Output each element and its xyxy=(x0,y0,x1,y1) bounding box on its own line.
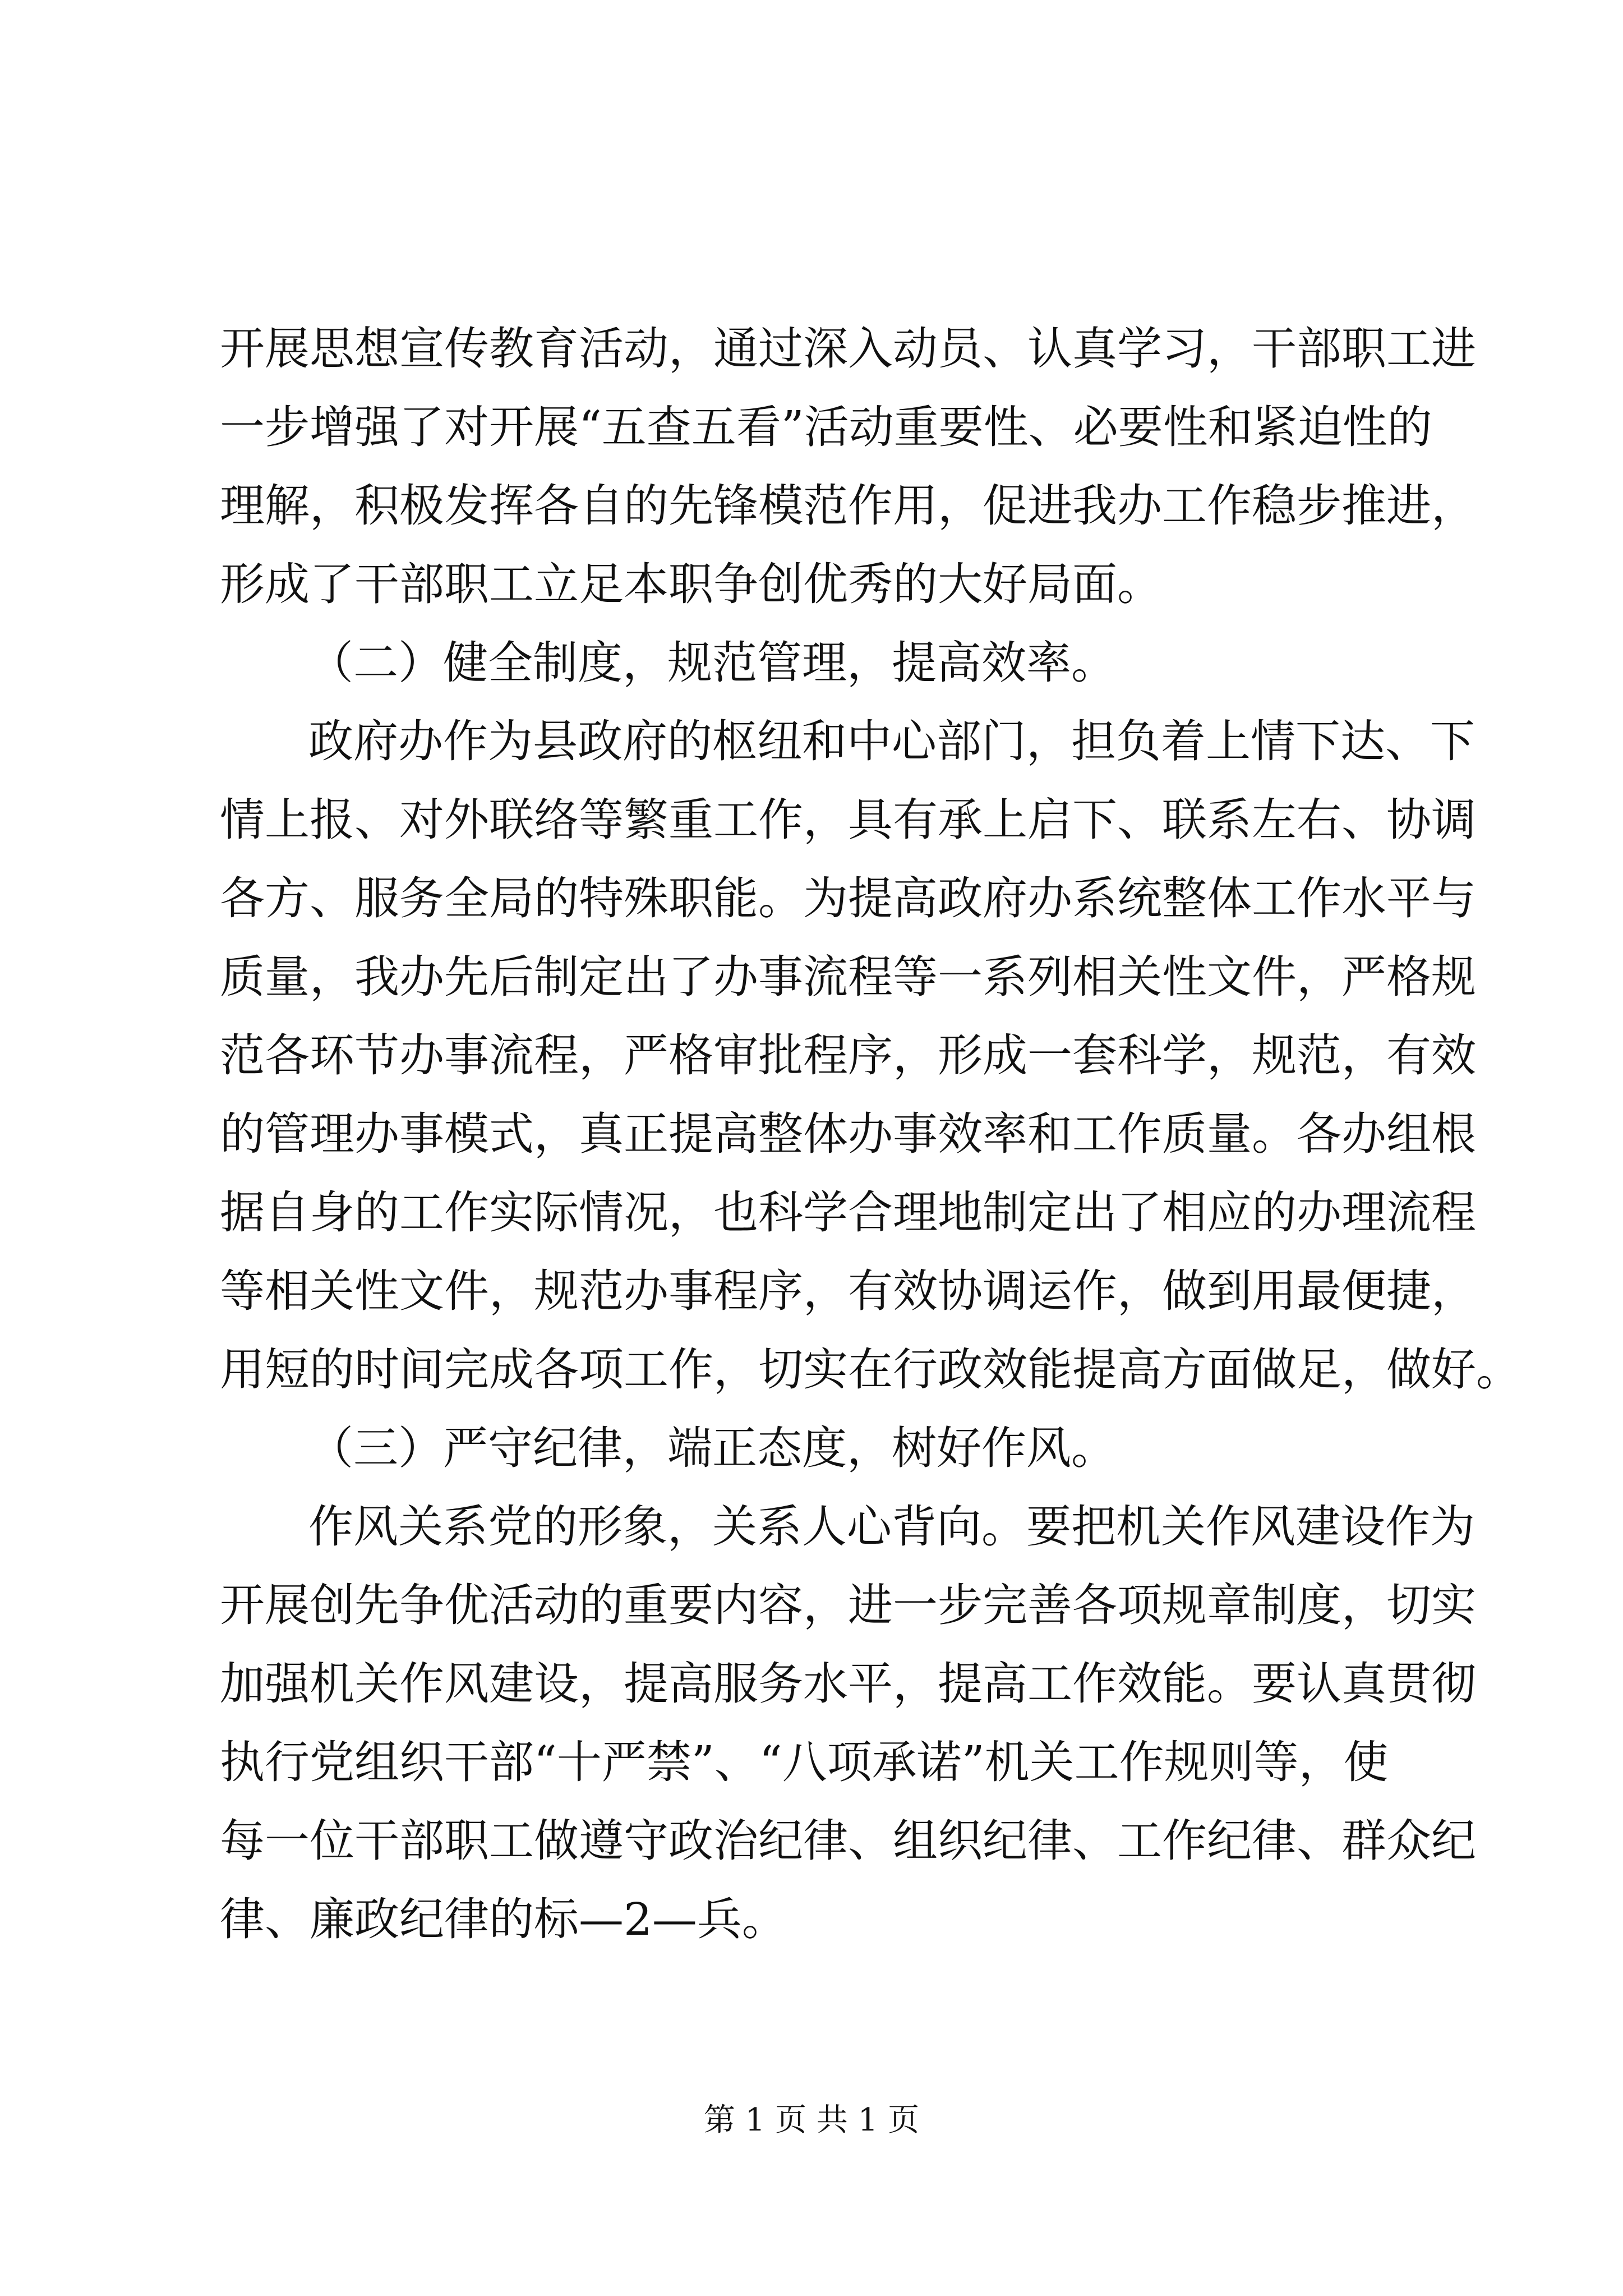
body-line: 加强机关作风建设，提高服务水平，提高工作效能。要认真贯彻 xyxy=(220,1658,1476,1710)
body-line: 情上报、对外联络等繁重工作，具有承上启下、联系左右、协调 xyxy=(220,794,1476,846)
page-footer: 第 1 页 共 1 页 xyxy=(703,2102,920,2138)
body-line: 政府办作为县政府的枢纽和中心部门，担负着上情下达、下 xyxy=(308,715,1475,767)
body-line: 一步增强了对开展“五查五看”活动重要性、必要性和紧迫性的 xyxy=(220,401,1432,453)
body-line: 每一位干部职工做遵守政治纪律、组织纪律、工作纪律、群众纪 xyxy=(220,1815,1476,1867)
body-line: 等相关性文件，规范办事程序，有效协调运作，做到用最便捷， xyxy=(220,1265,1476,1317)
body-line: 开展创先争优活动的重要内容，进一步完善各项规章制度，切实 xyxy=(220,1579,1476,1631)
section-heading: （二）健全制度，规范管理，提高效率。 xyxy=(308,637,1116,689)
body-line: 用短的时间完成各项工作，切实在行政效能提高方面做足，做好。 xyxy=(220,1343,1521,1396)
body-line: 据自身的工作实际情况，也科学合理地制定出了相应的办理流程 xyxy=(220,1186,1476,1239)
body-line: 理解，积极发挥各自的先锋模范作用，促进我办工作稳步推进， xyxy=(220,480,1476,532)
body-line: 各方、服务全局的特殊职能。为提高政府办系统整体工作水平与 xyxy=(220,872,1476,924)
section-heading: （三）严守纪律，端正态度，树好作风。 xyxy=(308,1422,1116,1474)
body-line: 范各环节办事流程，严格审批程序，形成一套科学，规范，有效 xyxy=(220,1029,1476,1082)
body-line: 形成了干部职工立足本职争创优秀的大好局面。 xyxy=(220,558,1162,610)
body-line: 作风关系党的形象，关系人心背向。要把机关作风建设作为 xyxy=(308,1501,1475,1553)
body-line: 执行党组织干部“十严禁”、“八项承诺”机关工作规则等，使 xyxy=(220,1736,1389,1788)
body-line: 的管理办事模式，真正提高整体办事效率和工作质量。各办组根 xyxy=(220,1108,1476,1160)
body-line: 开展思想宣传教育活动，通过深入动员、认真学习，干部职工进 xyxy=(220,323,1476,375)
body-line: 质量，我办先后制定出了办事流程等一系列相关性文件，严格规 xyxy=(220,951,1476,1003)
body-line: 律、廉政纪律的标—2—兵。 xyxy=(220,1893,787,1945)
